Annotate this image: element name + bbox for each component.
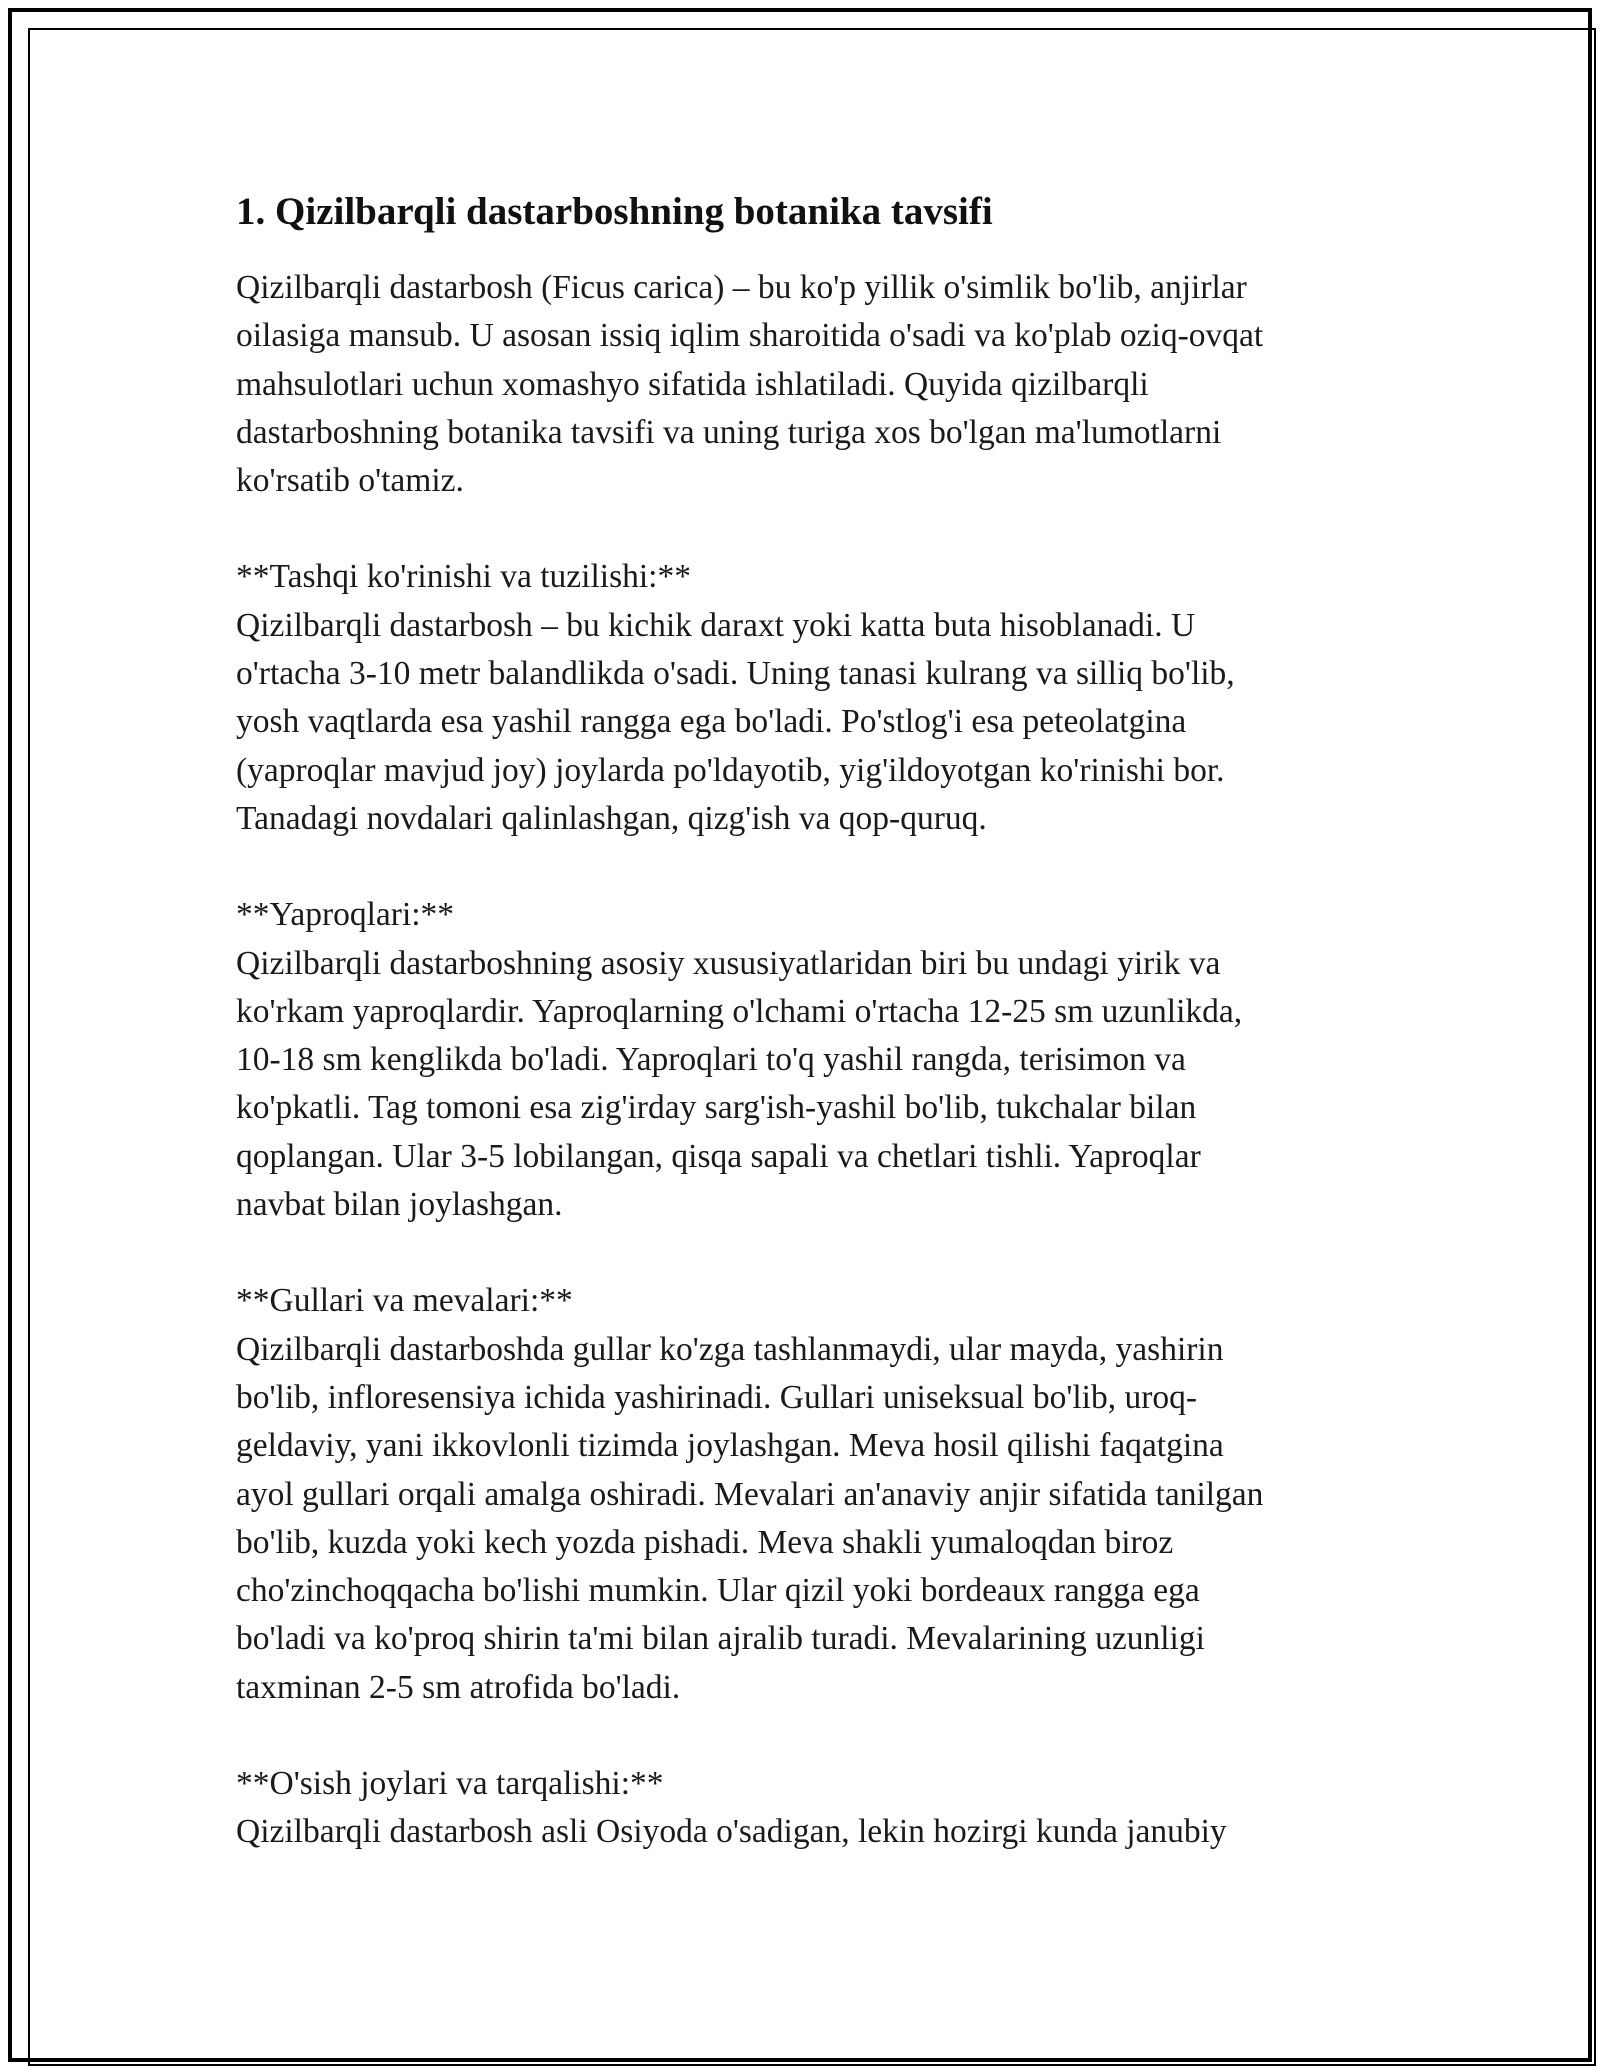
- section-text: Qizilbarqli dastarbosh asli Osiyoda o'sadigan, lekin hozirgi kunda janubiy: [236, 1813, 1227, 1851]
- section-leaves: [236, 891, 1376, 1229]
- document-title: 1. Qizilbarqli dastarboshning botanika tavsifi: [236, 190, 993, 233]
- document-body: [236, 188, 1376, 1857]
- section-heading: **O'sish joylari va tarqalishi:**: [236, 1765, 664, 1803]
- section-distribution: [236, 1760, 1376, 1857]
- section-appearance: [236, 553, 1376, 843]
- section-heading: **Tashqi ko'rinishi va tuzilishi:**: [236, 558, 691, 596]
- section-heading: **Yaproqlari:**: [236, 896, 455, 934]
- section-text: Qizilbarqli dastarboshning asosiy xususiyatlaridan biri bu undagi yirik va ko'rkam yaproqlardir. Yaproqlarning o'lchami o'rtacha 12-25 sm uzunlikda, 10-18 sm kenglikda bo'ladi. Yaproqlari to'q yashil rangda, terisimon va ko'pkatli. Tag tomoni esa zig'irday sarg'ish-yashil bo'lib, tukchalar bilan qoplangan. Ular 3-5 lobilangan, qisqa sapali va chetlari tishli. Yaproqlar navbat bilan joylashgan.: [236, 944, 1243, 1224]
- section-flowers-fruits: [236, 1277, 1376, 1712]
- section-text: Qizilbarqli dastarboshda gullar ko'zga tashlanmaydi, ular mayda, yashirin bo'lib, infloresensiya ichida yashirinadi. Gullari uniseksual bo'lib, uroq- geldaviy, yani ikkovlonli tizimda joylashgan. Meva hosil qilishi faqatgina ayol gullari orqali amalga oshiradi. Mevalari an'anaviy anjir sifatida tanilgan bo'lib, kuzda yoki kech yozda pishadi. Meva shakli yumaloqdan biroz cho'zinchoqqacha bo'lishi mumkin. Ular qizil yoki bordeaux rangga ega bo'ladi va ko'proq shirin ta'mi bilan ajralib turadi. Mevalarining uzunligi taxminan 2-5 sm atrofida bo'ladi.: [236, 1330, 1264, 1706]
- intro-paragraph: Qizilbarqli dastarbosh (Ficus carica) – bu ko'p yillik o'simlik bo'lib, anjirlar oilasiga mansub. U asosan issiq iqlim sharoitida o'sadi va ko'plab oziq-ovqat mahsulotlari uchun xomashyo sifatida ishlatiladi. Quyida qizilbarqli dastarboshning botanika tavsifi va uning turiga xos bo'lgan ma'lumotlarni ko'rsatib o'tamiz.: [236, 269, 1264, 500]
- section-heading: **Gullari va mevalari:**: [236, 1282, 573, 1320]
- section-text: Qizilbarqli dastarbosh – bu kichik daraxt yoki katta buta hisoblanadi. U o'rtacha 3-10 metr balandlikda o'sadi. Uning tanasi kulrang va silliq bo'lib, yosh vaqtlarda esa yashil rangga ega bo'ladi. Po'stlog'i esa peteolatgina (yaproqlar mavjud joy) joylarda po'ldayotib, yig'ildoyotgan ko'rinishi bor. Tanadagi novdalari qalinlashgan, qizg'ish va qop-quruq.: [236, 606, 1235, 837]
